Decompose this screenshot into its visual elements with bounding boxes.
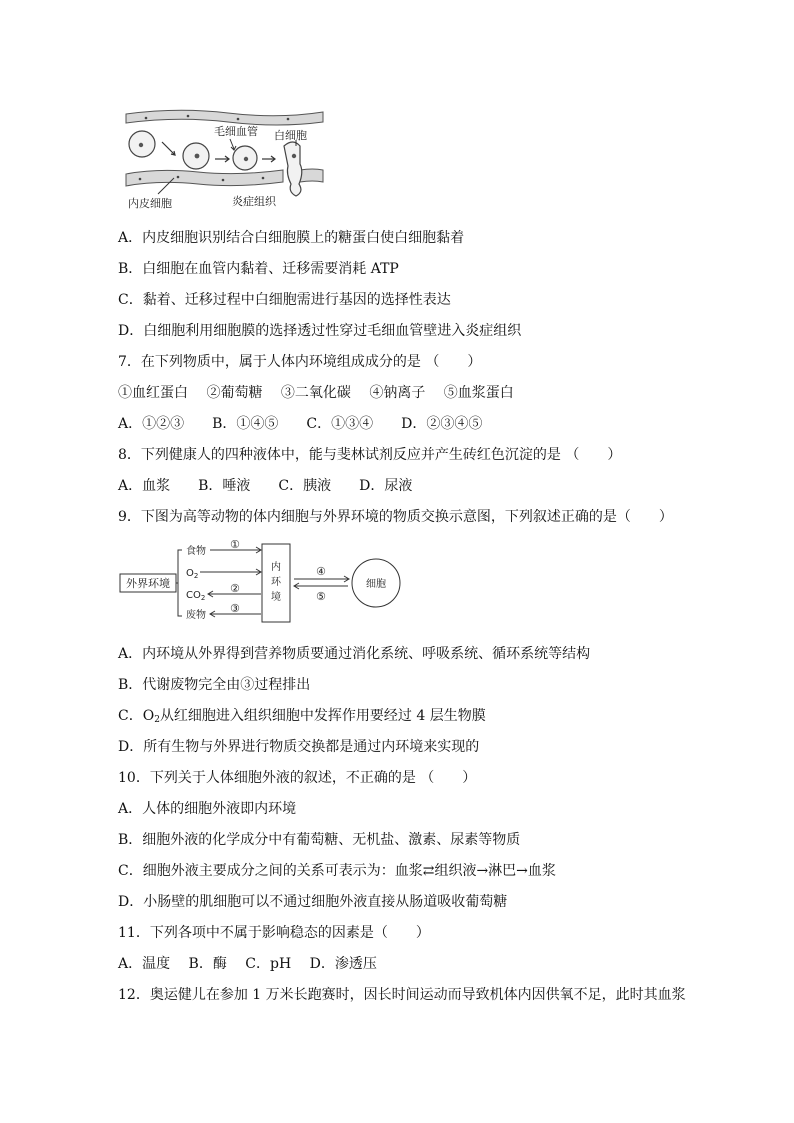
q9-option-c: C．$O_2$从红细胞进入组织细胞中发挥作用要经过 4 层生物膜 [118, 708, 486, 725]
q8-options: A．血浆 B．唾液 C．胰液 D．尿液 [118, 478, 413, 494]
cell-label: 细胞 [366, 579, 386, 590]
q10-stem: 10．下列关于人体细胞外液的叙述，不正确的是 （ ） [118, 770, 477, 786]
arrow-5-label: ⑤ [316, 590, 326, 603]
endothelial-label: 内皮细胞 [128, 197, 172, 210]
inner-env-char-1: 内 [271, 562, 281, 573]
q6-option-b: B．白细胞在血管内黏着、迁移需要消耗 ATP [118, 261, 399, 277]
q12-stem: 12．奥运健儿在参加 1 万米长跑赛时，因长时间运动而导致机体内因供氧不足，此时其血浆 [118, 987, 686, 1003]
q9-option-d: D．所有生物与外界进行物质交换都是通过内环境来实现的 [118, 739, 480, 755]
q11-options: A．温度 B．酶 C．pH D．渗透压 [118, 956, 377, 972]
arrow-4-label: ④ [316, 565, 326, 578]
inner-env-char-2: 环 [271, 577, 281, 588]
food-label: 食物 [186, 546, 206, 557]
q7-stem: 7．在下列物质中，属于人体内环境组成成分的是 （ ） [118, 354, 482, 370]
leukocyte-migration-figure [118, 104, 338, 212]
q9-option-b: B．代谢废物完全由③过程排出 [118, 677, 311, 693]
inflamed-tissue-label: 炎症组织 [232, 195, 276, 208]
q6-option-c: C．黏着、迁移过程中白细胞需进行基因的选择性表达 [118, 292, 451, 308]
q7-items: ①血红蛋白 ②葡萄糖 ③二氧化碳 ④钠离子 ⑤血浆蛋白 [118, 385, 514, 401]
arrow-1-label: ① [230, 540, 240, 551]
q11-stem: 11．下列各项中不属于影响稳态的因素是（ ） [118, 925, 430, 941]
q8-stem: 8．下列健康人的四种液体中，能与斐林试剂反应并产生砖红色沉淀的是 （ ） [118, 447, 622, 463]
q10-option-d: D．小肠壁的肌细胞可以不通过细胞外液直接从肠道吸收葡萄糖 [118, 894, 508, 910]
q9-stem: 9．下图为高等动物的体内细胞与外界环境的物质交换示意图，下列叙述正确的是（ ） [118, 509, 673, 525]
inner-env-char-3: 境 [271, 592, 281, 603]
q6-option-a: A．内皮细胞识别结合白细胞膜上的糖蛋白使白细胞黏着 [118, 230, 465, 246]
arrow-2-label: ② [230, 582, 240, 595]
material-exchange-diagram [118, 540, 408, 626]
q10-option-c: C．细胞外液主要成分之间的关系可表示为：血浆⇄组织液→淋巴→血浆 [118, 863, 556, 879]
o2-label: $O_2$ [186, 568, 199, 580]
q10-option-a: A．人体的细胞外液即内环境 [118, 801, 297, 817]
waste-label: 废物 [186, 610, 206, 621]
q6-option-d: D．白细胞利用细胞膜的选择透过性穿过毛细血管壁进入炎症组织 [118, 323, 522, 339]
q10-option-b: B．细胞外液的化学成分中有葡萄糖、无机盐、激素、尿素等物质 [118, 832, 521, 848]
arrow-3-label: ③ [230, 602, 240, 615]
q9-option-a: A．内环境从外界得到营养物质要通过消化系统、呼吸系统、循环系统等结构 [118, 646, 591, 662]
co2-label: $CO_2$ [186, 590, 206, 602]
outer-environment-label: 外界环境 [126, 577, 170, 590]
q7-options: A．①②③ B．①④⑤ C．①③④ D．②③④⑤ [118, 416, 483, 432]
leukocyte-label: 白细胞 [274, 129, 307, 142]
capillary-label: 毛细血管 [214, 125, 258, 138]
